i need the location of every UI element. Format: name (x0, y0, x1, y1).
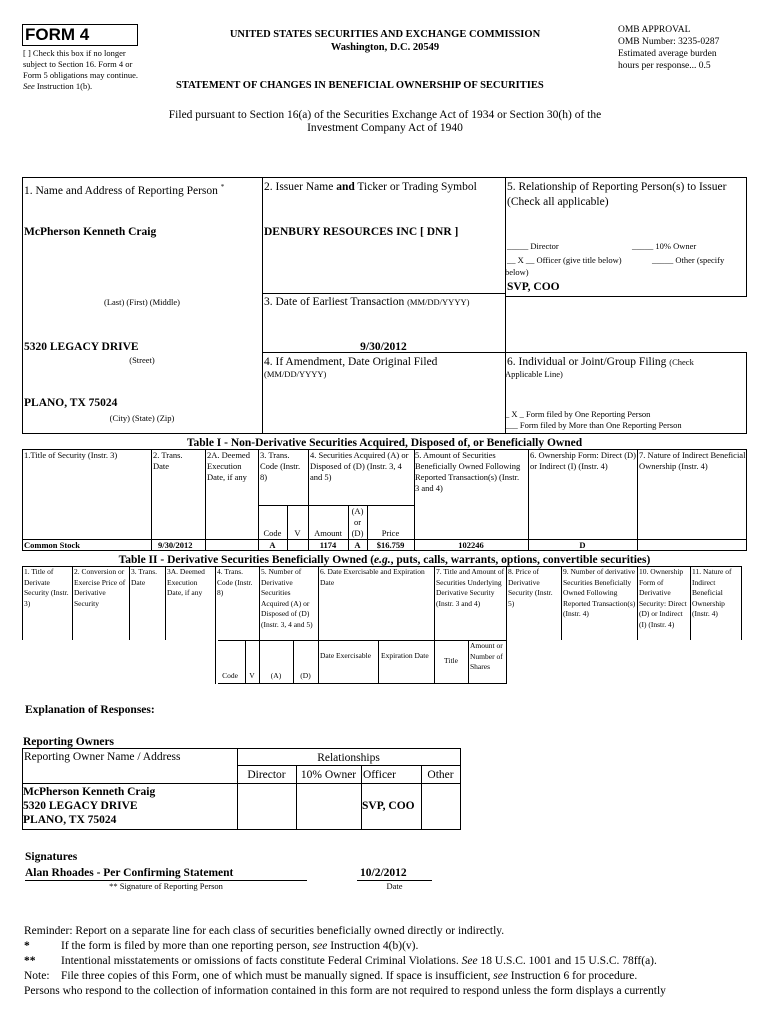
footer-star2-post: 18 U.S.C. 1001 and 15 U.S.C. 78ff(a). (480, 955, 657, 967)
city-caption: (City) (State) (Zip) (109, 413, 175, 423)
t2-sub-code: Code (222, 671, 238, 680)
t1-h-code: 3. Trans. Code (Instr. 8) (260, 450, 301, 482)
table2-title-eg: e.g. (374, 554, 391, 566)
t1-h-deemed: 2A. Deemed Execution Date, if any (207, 450, 250, 482)
footer-star2-see: See (461, 955, 478, 967)
col-owner-name: Reporting Owner Name / Address (24, 751, 181, 763)
footer-star2 (61, 954, 657, 968)
agency-city: Washington, D.C. 20549 (330, 42, 440, 53)
issuer-name: DENBURY RESOURCES INC [ DNR ] (264, 226, 459, 238)
col-other: Other (427, 769, 454, 781)
footer-star2-pre: Intentional misstatements or omissions of facts constitute Federal Criminal Violations. (61, 955, 459, 967)
t2-h-price: 8. Price of Derivative Security (Instr. 5) (508, 567, 553, 608)
t2-h-conversion: 2. Conversion or Exercise Price of Derivative Security (74, 567, 126, 608)
footer-reminder: Reminder: Report on a separate line for each class of securities beneficially owned directly or indirectly. (24, 925, 505, 937)
box3-format: (MM/DD/YYYY) (407, 297, 470, 307)
box2-label-pre: 2. Issuer Name (264, 181, 334, 193)
col-ten-pct: 10% Owner (300, 769, 357, 781)
owner-name: McPherson Kenneth Craig (23, 786, 156, 798)
table2-title (22, 553, 747, 567)
footer-star1-mark: * (24, 940, 30, 952)
t2-sub-date-exercisable: Date Exercisable (320, 651, 372, 660)
footer-star1-post: Instruction 4(b)(v). (330, 940, 419, 952)
t1-h-securities: 4. Securities Acquired (A) or Disposed of (D) (Instr. 3, 4 and 5) (310, 450, 409, 482)
owner-city: PLANO, TX 75024 (23, 814, 117, 826)
reporting-person-city: PLANO, TX 75024 (24, 397, 118, 409)
t1-h-ownership-form: 6. Ownership Form: Direct (D) or Indirect (I) (Instr. 4) (530, 450, 636, 471)
t1-h-amount-owned: 5. Amount of Securities Beneficially Owned Following Reported Transaction(s) (Instr. 3 and 4) (415, 450, 521, 493)
t2-sub-v: V (249, 671, 255, 680)
col-officer: Officer (363, 769, 396, 781)
date-caption: Date (386, 881, 403, 891)
t1-price: $16.759 (376, 540, 405, 550)
box6-label (507, 355, 694, 369)
table2-title-a: Table II - Derivative Securities Beneficially Owned ( (118, 554, 375, 566)
rel-officer: __ X __ Officer (give title below) (507, 255, 622, 265)
rel-ten-pct: _____ 10% Owner (632, 241, 697, 251)
box2-label (264, 180, 477, 194)
t2-h-nature: 11. Nature of Indirect Beneficial Ownership (Instr. 4) (692, 567, 732, 618)
t2-h-deemed: 3A. Deemed Execution Date, if any (167, 567, 205, 597)
explanation-label: Explanation of Responses: (25, 704, 155, 716)
col-relationships: Relationships (317, 752, 380, 764)
footer-note-mark: Note: (24, 970, 50, 982)
rel-below: below) (505, 267, 529, 277)
footer-note-pre: File three copies of this Form, one of which must be manually signed. If space is insufficient, (61, 970, 491, 982)
box5-label-2: (Check all applicable) (507, 196, 609, 208)
street-caption: (Street) (129, 355, 155, 365)
box3-label (264, 295, 469, 309)
t2-h-date: 3. Trans. Date (131, 567, 158, 587)
t2-h-number-owned: 9. Number of derivative Securities Beneficially Owned Following Reported Transaction(s) (Instr. 4) (563, 567, 636, 618)
signature-caption: ** Signature of Reporting Person (109, 881, 223, 891)
filed-pursuant-1: Filed pursuant to Section 16(a) of the Securities Exchange Act of 1934 or Section 30(h) of the (168, 109, 602, 121)
t2-sub-a: (A) (270, 671, 282, 680)
officer-title: SVP, COO (507, 281, 560, 293)
omb-block (618, 24, 768, 72)
t2-h-code: 4. Trans. Code (Instr. 8) (217, 567, 253, 597)
table1-title: Table I - Non-Derivative Securities Acquired, Disposed of, or Beneficially Owned (186, 437, 583, 449)
signature-date: 10/2/2012 (360, 867, 407, 879)
box4-label: 4. If Amendment, Date Original Filed (264, 356, 438, 368)
box6-label-text: 6. Individual or Joint/Group Filing (507, 356, 667, 368)
footer-persons: Persons who respond to the collection of information contained in this form are not required to respond unless the form displays a currently (24, 985, 666, 997)
agency-name: UNITED STATES SECURITIES AND EXCHANGE COMMISSION (229, 29, 541, 40)
t1-sub-v: V (294, 528, 301, 538)
box6-applicable: Applicable Line) (505, 369, 563, 379)
footer-star1-pre: If the form is filed by more than one reporting person, (61, 940, 310, 952)
earliest-transaction-date: 9/30/2012 (360, 341, 407, 353)
t1-sub-code: Code (263, 528, 282, 538)
t1-sub-aord: (A) or (D) (351, 506, 364, 538)
t1-h-date: 2. Trans. Date (153, 450, 183, 471)
reporting-owners-title: Reporting Owners (23, 736, 115, 748)
t2-h-ownership-form: 10. Ownership Form of Derivative Security: Direct (D) or Indirect (I) (Instr. 4) (639, 567, 687, 629)
t1-owned: 102246 (458, 540, 484, 550)
footer-note-post: Instruction 6 for procedure. (510, 970, 638, 982)
footer-note-see: see (493, 970, 508, 982)
box1-label (24, 180, 224, 198)
t1-sub-price: Price (381, 528, 400, 538)
t2-sub-title: Title (444, 656, 458, 665)
t1-aord: A (354, 540, 361, 550)
t2-h-exercisable: 6. Date Exercisable and Expiration Date (320, 567, 425, 587)
t2-sub-amount: Amount or Number of Shares (470, 641, 503, 671)
box1-label-text: 1. Name and Address of Reporting Person (24, 184, 218, 197)
owner-address (23, 785, 155, 827)
t1-code: A (269, 540, 276, 550)
t2-sub-expiration: Expiration Date (381, 651, 429, 660)
omb-hours: hours per response... 0.5 (618, 61, 711, 71)
table2-title-rest: , puts, calls, warrants, options, convertible securities) (390, 554, 651, 566)
t2-sub-d: (D) (300, 671, 311, 680)
filing-more-persons: ___ Form filed by More than One Reporting Person (505, 420, 682, 430)
t2-h-underlying: 7. Title and Amount of Securities Underlying Derivative Security (Instr. 3 and 4) (436, 567, 505, 608)
t1-security: Common Stock (24, 540, 80, 550)
t1-form: D (579, 540, 586, 550)
checkbox-note-instr: Instruction 1(b). (36, 81, 93, 91)
statement-title: STATEMENT OF CHANGES IN BENEFICIAL OWNERSHIP OF SECURITIES (176, 80, 544, 91)
signer-name: Alan Rhoades - Per Confirming Statement (25, 867, 234, 879)
filed-pursuant-2: Investment Company Act of 1940 (307, 122, 463, 134)
omb-approval: OMB APPROVAL (618, 25, 691, 35)
box6-check: (Check (669, 357, 694, 367)
footer-star1 (61, 939, 418, 953)
t1-h-nature: 7. Nature of Indirect Beneficial Ownership (Instr. 4) (639, 450, 746, 471)
owner-officer-value: SVP, COO (362, 800, 415, 812)
checkbox-note-see: See (23, 81, 35, 91)
t1-date: 9/30/2012 (158, 540, 193, 550)
rel-other: _____ Other (specify (652, 255, 725, 265)
box1-star: * (220, 183, 225, 191)
omb-number: OMB Number: 3235-0287 (618, 37, 720, 47)
omb-burden: Estimated average burden (618, 49, 717, 59)
t1-h-title: 1.Title of Security (Instr. 3) (24, 450, 118, 460)
form-title: FORM 4 (25, 25, 90, 44)
box2-label-and: and (336, 181, 355, 193)
box3-label-text: 3. Date of Earliest Transaction (264, 296, 405, 308)
checkbox-note-text: [ ] Check this box if no longer subject to Section 16. Form 4 or Form 5 obligations may continue. (23, 48, 138, 80)
footer-note (61, 969, 637, 983)
footer-star1-see: see (312, 940, 328, 952)
t1-sub-amount: Amount (314, 528, 342, 538)
t2-h-number: 5. Number of Derivative Securities Acquired (A) or Disposed of (D) (Instr. 3, 4 and 5) (261, 567, 313, 629)
box4-format: (MM/DD/YYYY) (264, 369, 327, 379)
owner-street: 5320 LEGACY DRIVE (23, 800, 138, 812)
t2-h-title: 1. Title of Derivate Security (Instr. 3) (24, 567, 69, 608)
name-caption: (Last) (First) (Middle) (103, 297, 180, 307)
t1-amount: 1174 (319, 540, 337, 550)
box2-label-post: Ticker or Trading Symbol (357, 181, 477, 193)
reporting-person-street: 5320 LEGACY DRIVE (24, 341, 139, 353)
checkbox-note (23, 48, 149, 92)
rel-director: _____ Director (507, 241, 559, 251)
filing-one-person: _ X _ Form filed by One Reporting Person (505, 409, 651, 419)
reporting-person-name: McPherson Kenneth Craig (24, 226, 157, 238)
footer-star2-mark: ** (24, 955, 36, 967)
signatures-title: Signatures (25, 851, 78, 863)
col-director: Director (247, 769, 286, 781)
box5-label-1: 5. Relationship of Reporting Person(s) to Issuer (507, 181, 727, 193)
